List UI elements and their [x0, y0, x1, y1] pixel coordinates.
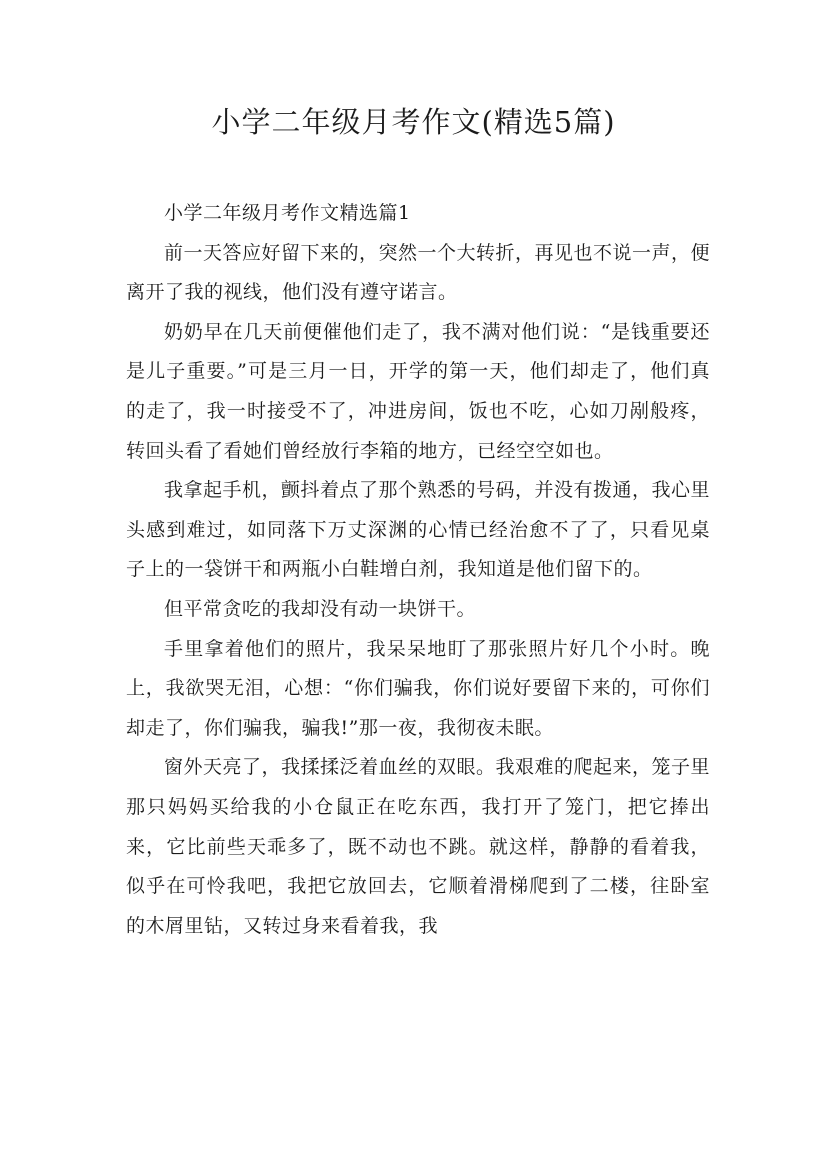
- document-body: [126, 194, 710, 946]
- paragraph: 窗外天亮了，我揉揉泛着血丝的双眼。我艰难的爬起来，笼子里那只妈妈买给我的小仓鼠正在吃东西，我打开了笼门，把它捧出来，它比前些天乖多了，既不动也不跳。就这样，静静的看着我，似乎在可怜我吧，我把它放回去，它顺着滑梯爬到了二楼，往卧室的木屑里钻，又转过身来看着我，我: [126, 756, 711, 937]
- paragraph: 前一天答应好留下来的，突然一个大转折，再见也不说一声，便离开了我的视线，他们没有遵守诺言。: [126, 241, 711, 304]
- section-heading: 小学二年级月考作文精选篇1: [164, 202, 411, 224]
- paragraph: 我拿起手机，颤抖着点了那个熟悉的号码，并没有拨通，我心里头感到难过，如同落下万丈深渊的心情已经治愈不了了，只看见桌子上的一袋饼干和两瓶小白鞋增白剂，我知道是他们留下的。: [126, 479, 711, 581]
- document-title: 小学二年级月考作文(精选5篇): [211, 105, 616, 139]
- paragraph: 手里拿着他们的照片，我呆呆地盯了那张照片好几个小时。晚上，我欲哭无泪，心想：“你们骗我，你们说好要留下来的，可你们却走了，你们骗我，骗我!”那一夜，我彻夜未眠。: [126, 637, 710, 739]
- paragraph: 奶奶早在几天前便催他们走了，我不满对他们说：“是钱重要还是儿子重要。”可是三月一日，开学的第一天，他们却走了，他们真的走了，我一时接受不了，冲进房间，饭也不吃，心如刀剐般疼，转回头看了看她们曾经放行李箱的地方，已经空空如也。: [126, 320, 710, 462]
- paragraph: 但平常贪吃的我却没有动一块饼干。: [164, 597, 477, 620]
